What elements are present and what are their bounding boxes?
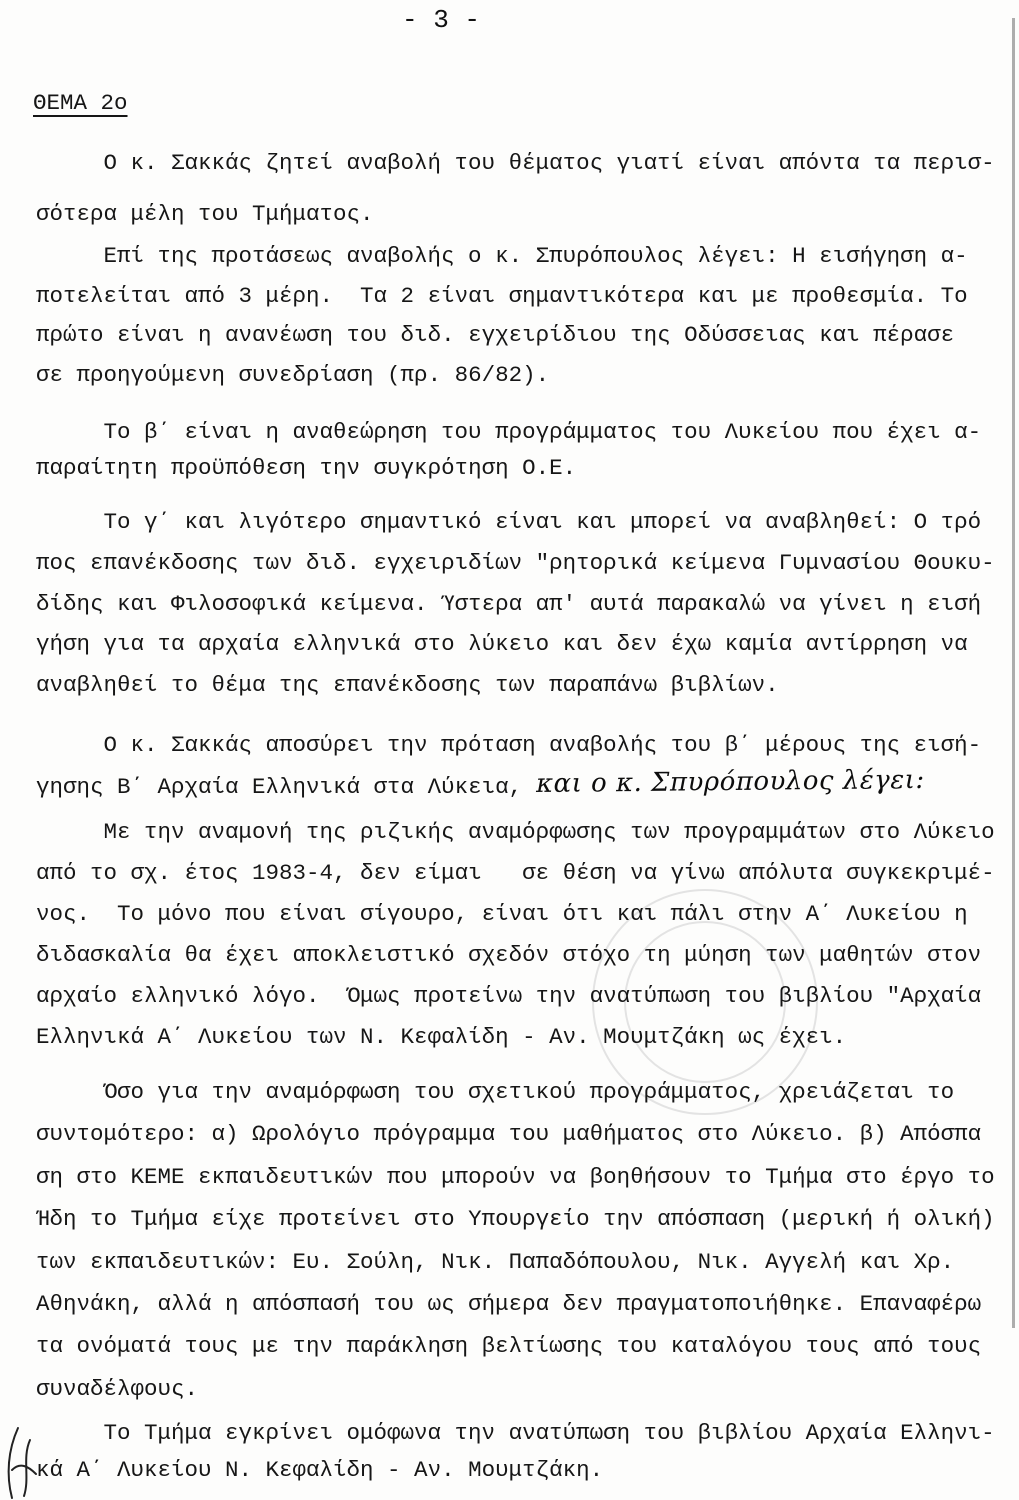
text-line: Το γ΄ και λιγότερο σημαντικό είναι και μπορεί να αναβληθεί: Ο τρό: [103, 509, 982, 535]
text-line: παραίτητη προϋπόθεση την συγκρότηση Ο.Ε.: [36, 455, 577, 481]
text-line: αναβληθεί το θέμα της επανέκδοσης των παραπάνω βιβλίων.: [36, 672, 779, 699]
text-line: κά Α΄ Λυκείου Ν. Κεφαλίδη - Αν. Μουμτζάκη.: [36, 1457, 604, 1483]
paragraph-7: [36, 1071, 995, 1410]
paragraph-6: [36, 812, 995, 1058]
text-line-with-insert: [36, 765, 981, 807]
text-line: δίδης και Φιλοσοφικά κείμενα. Ύστερα απ' αυτά παρακαλώ να γίνει η εισή: [36, 590, 982, 617]
text-line: Όσο για την αναμόρφωση του σχετικού προγράμματος, χρειάζεται το: [103, 1079, 955, 1105]
text-line: Με την αναμονή της ριζικής αναμόρφωσης των προγραμμάτων στο Λύκειο: [103, 819, 995, 845]
text-line: των εκπαιδευτικών: Ευ. Σούλη, Νικ. Παπαδόπουλου, Νικ. Αγγελή και Χρ.: [36, 1248, 955, 1275]
text-line: Το Τμήμα εγκρίνει ομόφωνα την ανατύπωση του βιβλίου Αρχαία Ελληνι-: [103, 1420, 995, 1446]
text-line: διδασκαλία θα έχει αποκλειστικό σχεδόν στόχο τη μύηση των μαθητών στον: [36, 942, 982, 968]
text-line: Ελληνικά Α΄ Λυκείου των Ν. Κεφαλίδη - Αν. Μουμτζάκη ως έχει.: [36, 1024, 847, 1050]
section-title-block: [33, 83, 128, 123]
text-line: ση στο ΚΕΜΕ εκπαιδευτικών που μπορούν να βοηθήσουν το Τμήμα στο έργο το: [36, 1163, 995, 1190]
text-line: σότερα μέλη του Τμήματος.: [36, 201, 374, 227]
page-number: - 3 -: [402, 5, 481, 35]
text-line: Αθηνάκη, αλλά η απόσπασή του ως σήμερα δεν πραγματοποιήθηκε. Επαναφέρω: [36, 1291, 982, 1318]
margin-handwritten-mark: [9, 1428, 36, 1498]
text-line: Ήδη το Τμήμα είχε προτείνει στο Υπουργείο την απόσπαση (μερική ή ολική): [36, 1206, 995, 1233]
text-line: πος επανέκδοσης των διδ. εγχειριδίων "ρητορικά κείμενα Γυμνασίου Θουκυ-: [36, 549, 995, 576]
paragraph-3: [36, 414, 981, 486]
text-line: τα ονόματά τους με την παράκληση βελτίωσης του καταλόγου τους από τους: [36, 1333, 982, 1360]
paragraph-4: [36, 502, 995, 706]
paragraph-2: [36, 237, 968, 395]
typed-text: γησης Β΄ Αρχαία Ελληνικά στα Λύκεια,: [36, 774, 523, 800]
text-line: ποτελείται από 3 μέρη. Τα 2 είναι σημαντικότερα και με προθεσμία. Το: [36, 282, 968, 309]
text-line: Το β΄ είναι η αναθεώρηση του προγράμματος του Λυκείου που έχει α-: [103, 419, 982, 445]
text-line: αρχαίο ελληνικό λόγο. Όμως προτείνω την ανατύπωση του βιβλίου "Αρχαία: [36, 983, 982, 1009]
text-line: Επί της προτάσεως αναβολής ο κ. Σπυρόπουλος λέγει: Η εισήγηση α-: [103, 243, 968, 269]
handwritten-insert: και ο κ. Σπυρόπουλος λέγει:: [535, 764, 925, 800]
paragraph-1: [36, 138, 995, 240]
text-line: σε προηγούμενη συνεδρίαση (πρ. 86/82).: [36, 361, 550, 388]
section-title: ΘΕΜΑ 2ο: [33, 90, 128, 116]
text-line: πρώτο είναι η ανανέωση του διδ. εγχειρίδιου της Οδύσσειας και πέρασε: [36, 322, 955, 348]
text-line: νος. Το μόνο που είναι σίγουρο, είναι ότι και πάλι στην Α΄ Λυκείου η: [36, 901, 968, 927]
paragraph-5: [36, 725, 981, 807]
text-line: γήση για τα αρχαία ελληνικά στο λύκειο και δεν έχω καμία αντίρρηση να: [36, 631, 968, 658]
scan-edge-shadow: [1012, 18, 1015, 1328]
text-line: Ο κ. Σακκάς αποσύρει την πρόταση αναβολής του β΄ μέρους της εισή-: [103, 732, 982, 758]
text-line: Ο κ. Σακκάς ζητεί αναβολή του θέματος γιατί είναι απόντα τα περισ-: [103, 150, 995, 176]
paragraph-8: [36, 1415, 995, 1489]
text-line: συντομότερο: α) Ωρολόγιο πρόγραμμα του μαθήματος στο Λύκειο. β) Απόσπα: [36, 1121, 982, 1148]
text-line: συναδέλφους.: [36, 1375, 199, 1402]
text-line: από το σχ. έτος 1983-4, δεν είμαι σε θέση να γίνω απόλυτα συγκεκριμέ-: [36, 860, 995, 886]
